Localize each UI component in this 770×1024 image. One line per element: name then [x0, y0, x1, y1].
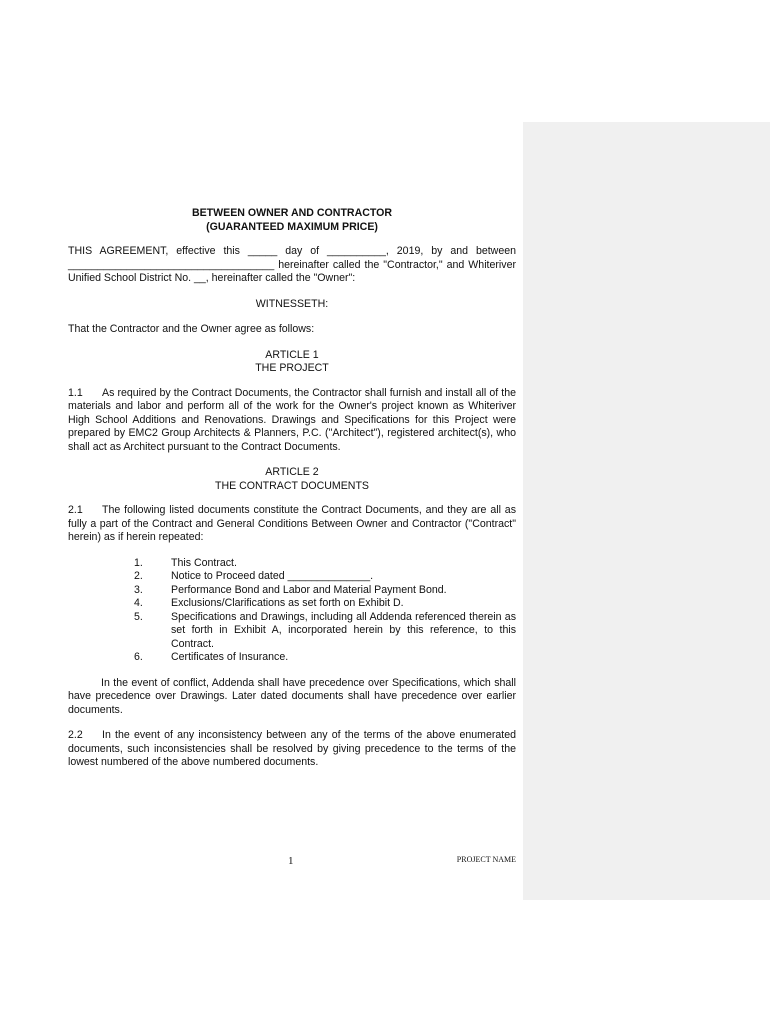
page-number: 1: [288, 855, 294, 867]
agreement-title-line1: BETWEEN OWNER AND CONTRACTOR: [191, 207, 393, 219]
list-item-number: 6.: [134, 651, 143, 663]
list-item: [68, 651, 516, 665]
list-item-text: Specifications and Drawings, including all Addenda referenced therein as set forth in Exhibit A, incorporated herein by this reference, to this Contract.: [171, 610, 516, 650]
list-item: [68, 611, 516, 652]
list-item-number: 4.: [134, 597, 143, 609]
list-item: [68, 584, 516, 598]
list-item: [68, 597, 516, 611]
section-2-1: [68, 504, 516, 545]
list-item-number: 2.: [134, 570, 143, 582]
agreement-title-line2: (GUARANTEED MAXIMUM PRICE): [206, 220, 378, 233]
section-number: 1.1: [68, 386, 83, 399]
section-number: 2.1: [68, 504, 83, 516]
section-text: In the event of any inconsistency between any of the terms of the above enumerated documents, such inconsistencies shall be resolved by giving precedence to the terms of the lowest numbered of the above numbered documents.: [68, 729, 516, 768]
list-item-number: 5.: [134, 610, 143, 623]
list-item-text: Performance Bond and Labor and Material Payment Bond.: [171, 583, 447, 596]
section-text: The following listed documents constitute the Contract Documents, and they are all as fully a part of the Contract and General Conditions Between Owner and Contractor ("Contract" herein) as if herein repeated:: [68, 504, 516, 543]
article-1-number: ARTICLE 1: [265, 348, 319, 361]
contract-documents-list: [68, 557, 516, 665]
document-body: [68, 207, 516, 782]
intro-paragraph: THIS AGREEMENT, effective this _____ day of __________, 2019, by and between ___________________________________ hereinafter called the "Contractor," and Whiteriver Unified School District No. __, hereinafter called the "Owner":: [68, 245, 516, 284]
section-2-2: [68, 729, 516, 770]
list-item-number: 3.: [134, 583, 143, 596]
article-1-title: THE PROJECT: [255, 362, 329, 374]
comments-pane[interactable]: [523, 122, 770, 900]
list-item-number: 1.: [134, 556, 143, 569]
agree-paragraph: That the Contractor and the Owner agree as follows:: [68, 323, 315, 335]
list-item-text: Certificates of Insurance.: [171, 651, 289, 663]
list-item-text: This Contract.: [171, 556, 237, 569]
list-item: [68, 557, 516, 571]
article-2-number: ARTICLE 2: [265, 466, 319, 478]
list-item-text: Notice to Proceed dated ______________.: [171, 570, 374, 582]
page-footer: [68, 855, 516, 869]
conflict-paragraph: In the event of conflict, Addenda shall have precedence over Specifications, which shall have precedence over Drawings. Later dated documents shall have precedence over earlier documents.: [68, 676, 516, 716]
section-1-1: [68, 387, 516, 455]
section-text: As required by the Contract Documents, the Contractor shall furnish and install all of the materials and labor and perform all of the work for the Owner's project known as Whiteriver High School Additions and Renovations. Drawings and Specifications for this Project were prepared by EMC2 Group Architects & Planners, P.C. ("Architect"), registered architect(s), who shall act as Architect pursuant to the Contract Documents.: [68, 386, 516, 453]
article-2-title: THE CONTRACT DOCUMENTS: [214, 479, 369, 492]
list-item: [68, 570, 516, 584]
witnesseth-heading: WITNESSETH:: [255, 297, 329, 310]
project-name: PROJECT NAME: [456, 855, 516, 864]
list-item-text: Exclusions/Clarifications as set forth on Exhibit D.: [171, 597, 404, 609]
section-number: 2.2: [68, 729, 83, 741]
